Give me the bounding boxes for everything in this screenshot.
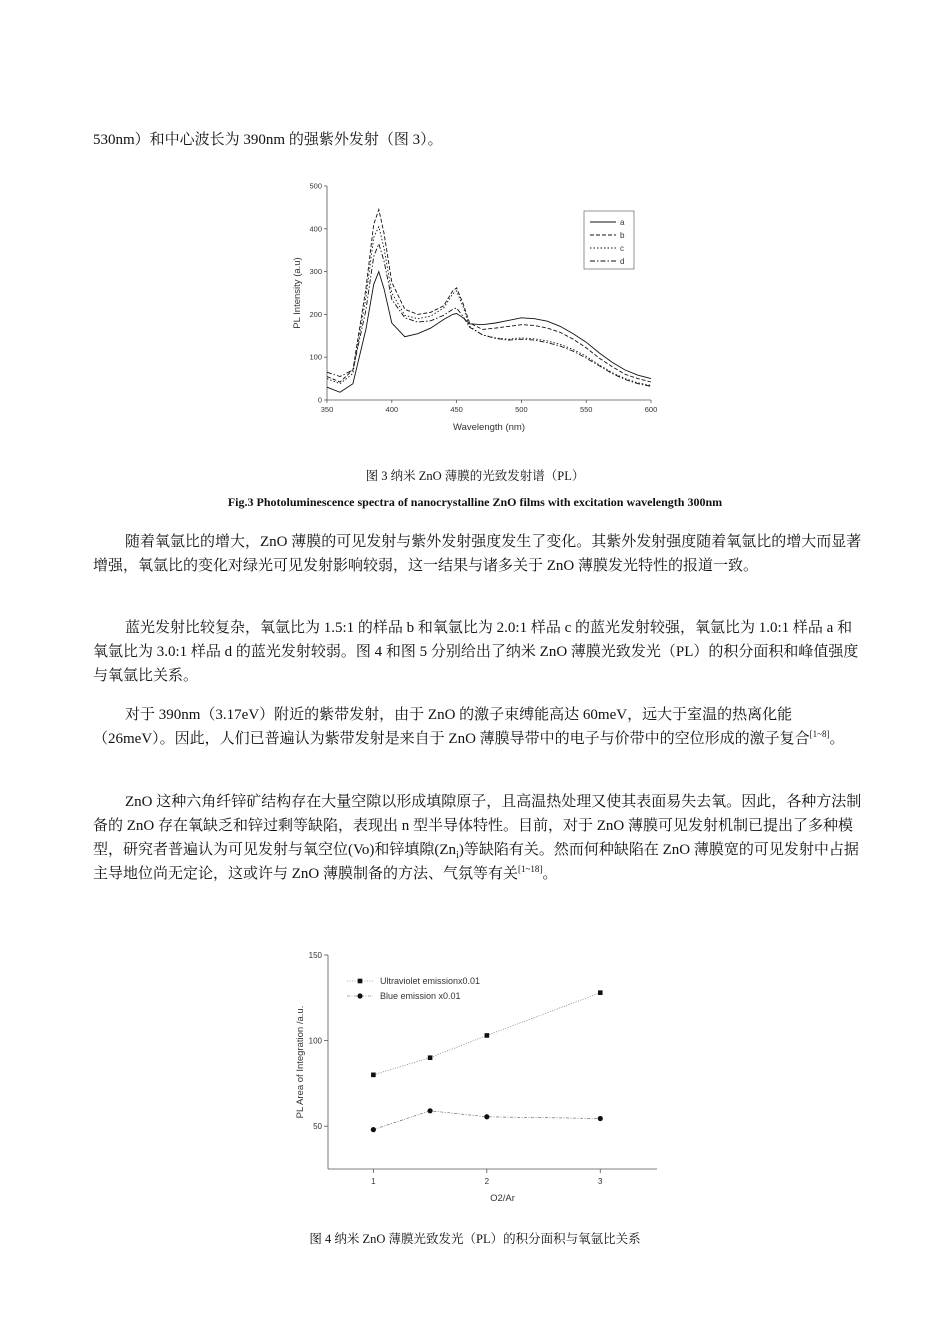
data-point-square [598, 990, 603, 995]
paragraph-text: ZnO 这种六角纤锌矿结构存在大量空隙以形成填隙原子，且高温热处理又使其表面易失去氧。因此，各种方法制备的 ZnO 存在氧缺乏和锌过剩等缺陷，表现出 n 型半导体特性。目前，对于 ZnO 薄膜可见发射机制已提出了多种模型，研究者普遍认为可见发射与氧空位(Vo)和锌填隙(Zn [93, 794, 862, 858]
y-tick-label: 0 [317, 395, 322, 405]
series-line-a [327, 272, 651, 393]
fig4-plot-area [295, 951, 657, 1204]
paragraph-text-end: 。 [542, 866, 558, 882]
legend-label-b: b [620, 231, 625, 240]
y-tick-label: 100 [309, 352, 322, 362]
legend-marker-square [358, 979, 363, 984]
legend-label-a: a [620, 218, 625, 227]
x-tick-label: 400 [385, 405, 399, 414]
y-tick-label: 50 [313, 1122, 322, 1132]
figure-4-integration-area [285, 944, 685, 1206]
data-point-circle [428, 1108, 433, 1113]
paragraph-ratio-effect [93, 530, 863, 578]
y-tick-label: 200 [309, 309, 322, 319]
data-point-circle [484, 1114, 489, 1119]
x-tick-label: 1 [371, 1177, 376, 1186]
x-tick-label: 450 [450, 405, 463, 414]
paragraph-text: 530nm）和中心波长为 390nm 的强紫外发射（图 3）。 [93, 132, 443, 148]
legend-label-d: d [620, 257, 625, 266]
citation-ref: [1~8] [809, 729, 830, 739]
legend-label-1: Blue emission x0.01 [380, 991, 461, 1001]
series-line-1 [373, 1111, 600, 1130]
subscript-i: i [456, 850, 459, 861]
x-tick-label: 500 [515, 405, 528, 414]
legend-marker-circle [357, 993, 362, 998]
x-tick-label: 350 [320, 405, 334, 414]
x-tick-label: 3 [598, 1177, 603, 1186]
data-point-square [428, 1055, 433, 1060]
legend-box [584, 211, 634, 269]
paragraph-text: 对于 390nm（3.17eV）附近的紫带发射，由于 ZnO 的激子束缚能高达 60meV，远大于室温的热离化能（26meV）。因此，人们已普遍认为紫带发射是来自于 ZnO 薄膜导带中的电子与价带中的空位形成的激子复合 [93, 707, 810, 747]
y-tick-label: 400 [309, 224, 322, 234]
data-point-square [485, 1033, 490, 1038]
figure-3-pl-spectra [280, 175, 680, 437]
x-axis-label: Wavelength (nm) [453, 422, 525, 433]
paragraph-blue-emission [93, 616, 863, 688]
x-tick-label: 600 [644, 405, 658, 414]
y-axis-label: PL Area of Integration /a.u. [295, 1005, 306, 1119]
x-axis-label: O2/Ar [490, 1193, 515, 1204]
figure-4-caption-cn: 图 4 纳米 ZnO 薄膜光致发光（PL）的积分面积与氧氩比关系 [309, 1232, 641, 1246]
paragraph-text: 随着氧氩比的增大，ZnO 薄膜的可见发射与紫外发射强度发生了变化。其紫外发射强度随着氧氩比的增大而显著增强，氧氩比的变化对绿光可见发射影响较弱，这一结果与诸多关于 ZnO 薄膜发光特性的报道一致。 [93, 534, 862, 574]
y-tick-label: 500 [309, 181, 322, 191]
citation-ref: [1~18] [518, 864, 543, 874]
fig3-plot-area [292, 182, 657, 434]
legend-label-c: c [620, 244, 624, 253]
x-tick-label: 550 [579, 405, 593, 414]
data-point-square [371, 1073, 376, 1078]
y-axis-label: PL Intensity (a.u) [292, 257, 303, 329]
y-tick-label: 100 [308, 1036, 322, 1046]
y-tick-label: 150 [308, 951, 322, 960]
data-point-circle [371, 1127, 376, 1132]
data-point-circle [598, 1116, 603, 1121]
paragraph-defects [93, 790, 863, 886]
x-tick-label: 2 [484, 1177, 490, 1186]
paragraph-text-end: 。 [829, 731, 845, 747]
paragraph-text-cont: )等缺陷有关。然而何种缺陷在 ZnO 薄膜宽的可见发射中占据主导地位尚无定论，这或许与 ZnO 薄膜制备的方法、气氛等有关 [93, 842, 859, 882]
y-tick-label: 300 [309, 267, 322, 277]
legend-label-0: Ultraviolet emissionx0.01 [380, 976, 481, 986]
figure-3-caption-cn: 图 3 纳米 ZnO 薄膜的光致发射谱（PL） [365, 469, 585, 483]
figure-3-caption-en: Fig.3 Photoluminescence spectra of nanocrystalline ZnO films with excitation wavelength 300nm [227, 495, 723, 509]
paragraph-intro-tail [93, 128, 863, 152]
paragraph-text: 蓝光发射比较复杂，氧氩比为 1.5:1 的样品 b 和氧氩比为 2.0:1 样品 c 的蓝光发射较强，氧氩比为 1.0:1 样品 a 和氧氩比为 3.0:1 样品 d 的蓝光发射较弱。图 4 和图 5 分别给出了纳米 ZnO 薄膜光致发光（PL）的积分面积和峰值强度与氧氩比关系。 [93, 620, 859, 684]
paragraph-violet-emission [93, 703, 863, 751]
